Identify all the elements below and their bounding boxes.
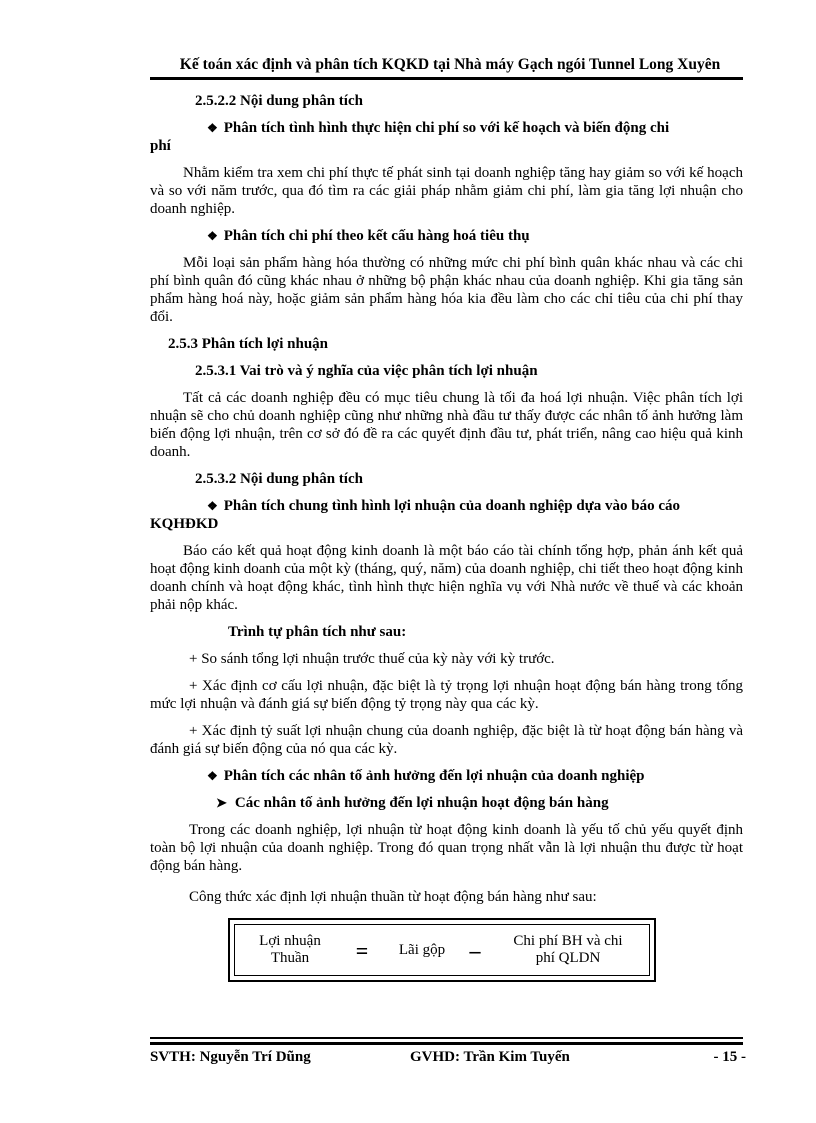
formula-inner-frame [234, 924, 650, 976]
footer-rule-bottom [150, 1042, 743, 1045]
arrow-heading-sales-factors: ➤ Các nhân tố ảnh hưởng đến lợi nhuận hoạt động bán hàng [216, 795, 609, 811]
arrow-bullet-icon: ➤ [216, 795, 227, 810]
footer-rule-top [150, 1037, 743, 1039]
analysis-step-1: + So sánh tổng lợi nhuận trước thuế của kỳ này với kỳ trước. [189, 651, 555, 667]
footer-advisor: GVHD: Trần Kim Tuyến [410, 1049, 570, 1065]
heading-2-5-3: 2.5.3 Phân tích lợi nhuận [168, 336, 329, 352]
paragraph-cost-structure: Mỗi loại sản phẩm hàng hóa thường có những mức chi phí bình quân khác nhau và các chi phí bình quân đó cũng khác nhau ở những bộ phận khác nhau của doanh nghiệp. Khi gia tăng sản phẩm hàng hoá này, hoặc giảm sản phẩm hàng hóa kia đều làm cho các chỉ tiêu của chi phí thay đổi. [150, 255, 743, 325]
bullet-heading-cost-vs-plan-cont: phí [150, 138, 171, 154]
paragraph-cost-vs-plan: Nhằm kiểm tra xem chi phí thực tế phát sinh tại doanh nghiệp tăng hay giảm so với kế hoạch và so với năm trước, qua đó tìm ra các giải pháp nhằm giảm chi phí, làm gia tăng lợi nhuận cho doanh nghiệp. [150, 165, 743, 217]
heading-2-5-3-2: 2.5.3.2 Nội dung phân tích [195, 471, 363, 487]
diamond-bullet-icon: ❖ [207, 229, 218, 243]
bullet-heading-profit-overview-cont: KQHĐKD [150, 516, 219, 532]
heading-2-5-3-1: 2.5.3.1 Vai trò và ý nghĩa của việc phân tích lợi nhuận [195, 363, 538, 379]
header-rule [150, 77, 743, 80]
analysis-step-2: + Xác định cơ cấu lợi nhuận, đặc biệt là tỷ trọng lợi nhuận hoạt động bán hàng trong tổng mức lợi nhuận và đánh giá sự biến động tỷ trọng này qua các kỳ. [150, 678, 743, 712]
heading-2-5-2-2: 2.5.2.2 Nội dung phân tích [195, 93, 363, 109]
paragraph-business-report: Báo cáo kết quả hoạt động kinh doanh là một báo cáo tài chính tổng hợp, phản ánh kết quả hoạt động kinh doanh của một kỳ (tháng, quý, năm) của doanh nghiệp, chi tiết theo hoạt động kinh doanh chính và hoạt động khác, tình hình thực hiện nghĩa vụ với Nhà nước về thuế và các khoản phải nộp khác. [150, 543, 743, 613]
running-header: Kế toán xác định và phân tích KQKD tại Nhà máy Gạch ngói Tunnel Long Xuyên [179, 56, 721, 73]
footer-student: SVTH: Nguyễn Trí Dũng [150, 1049, 311, 1065]
page-content [150, 92, 743, 906]
paragraph-sales-profit: Trong các doanh nghiệp, lợi nhuận từ hoạt động kinh doanh là yếu tố chủ yếu quyết định toàn bộ lợi nhuận của doanh nghiệp. Trong đó quan trọng nhất vẫn là lợi nhuận thu được từ hoạt động bán hàng. [150, 822, 743, 874]
formula-lhs: Lợi nhuận Thuần [259, 933, 321, 966]
diamond-bullet-icon: ❖ [207, 499, 218, 513]
analysis-step-3: + Xác định tỷ suất lợi nhuận chung của doanh nghiệp, đặc biệt là từ hoạt động bán hàng và đánh giá sự biến động của nó qua các kỳ. [150, 723, 743, 757]
minus-sign: – [469, 937, 481, 963]
paragraph-profit-role: Tất cả các doanh nghiệp đều có mục tiêu chung là tối đa hoá lợi nhuận. Việc phân tích lợi nhuận sẽ cho chủ doanh nghiệp cũng như những nhà đầu tư thấy được các nhân tố ảnh hưởng làm biến động lợi nhuận, trên cơ sở đó đề ra các quyết định đầu tư, phát triển, nâng cao hiệu quả kinh doanh. [150, 390, 743, 460]
formula-expenses: Chi phí BH và chi phí QLDN [513, 933, 623, 966]
bullet-heading-cost-vs-plan: ❖ Phân tích tình hình thực hiện chi phí so với kế hoạch và biến động chi [207, 120, 670, 136]
bullet-heading-profit-overview: ❖ Phân tích chung tình hình lợi nhuận của doanh nghiệp dựa vào báo cáo [207, 498, 680, 514]
bullet-heading-cost-structure: ❖ Phân tích chi phí theo kết cấu hàng hoá tiêu thụ [207, 228, 530, 244]
equals-sign: = [355, 937, 369, 963]
formula-gross-profit: Lãi gộp [398, 941, 446, 958]
analysis-sequence-heading: Trình tự phân tích như sau: [228, 624, 407, 640]
page-number: - 15 - [713, 1049, 746, 1065]
formula-box [228, 918, 656, 982]
bullet-heading-profit-factors: ❖ Phân tích các nhân tố ảnh hưởng đến lợi nhuận của doanh nghiệp [207, 768, 645, 784]
diamond-bullet-icon: ❖ [207, 769, 218, 783]
formula-intro: Công thức xác định lợi nhuận thuần từ hoạt động bán hàng như sau: [189, 889, 597, 905]
diamond-bullet-icon: ❖ [207, 121, 218, 135]
